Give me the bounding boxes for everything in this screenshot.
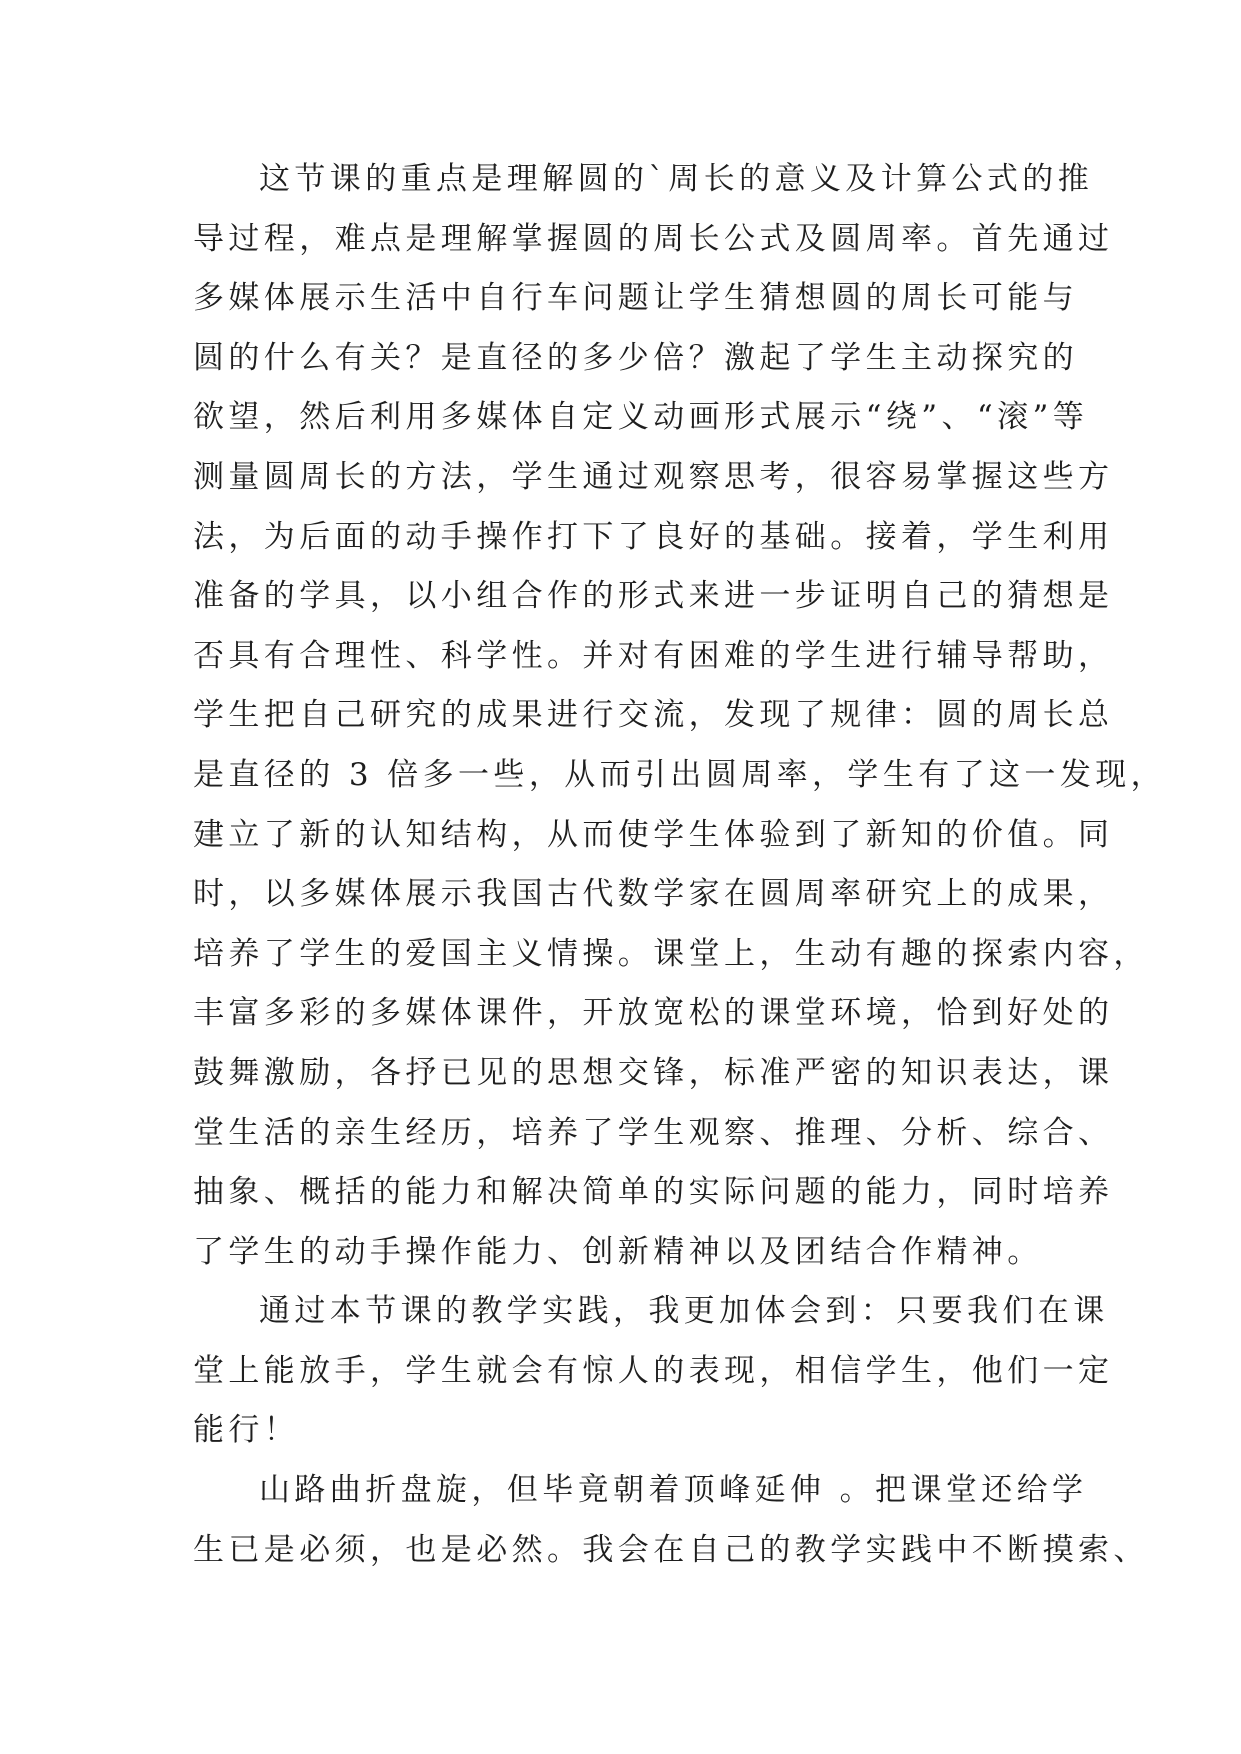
paragraph-1-line-8: 准备的学具，以小组合作的形式来进一步证明自己的猜想是: [193, 578, 1114, 615]
paragraph-1-line-11: 是直径的 3 倍多一些，从而引出圆周率，学生有了这一发现，: [193, 756, 1167, 793]
paragraph-1-line-10: 学生把自己研究的成果进行交流，发现了规律：圆的周长总: [193, 697, 1114, 734]
paragraph-1-line-13: 时，以多媒体展示我国古代数学家在圆周率研究上的成果，: [193, 876, 1114, 913]
paragraph-1-line-16: 鼓舞激励，各抒已见的思想交锋，标准严密的知识表达，课: [193, 1054, 1114, 1091]
paragraph-1-line-15: 丰富多彩的多媒体课件，开放宽松的课堂环境，恰到好处的: [193, 995, 1114, 1032]
paragraph-1-line-3: 多媒体展示生活中自行车问题让学生猜想圆的周长可能与: [193, 280, 1078, 317]
paragraph-1-line-18: 抽象、概括的能力和解决简单的实际问题的能力，同时培养: [193, 1174, 1114, 1211]
paragraph-1-line-4: 圆的什么有关？是直径的多少倍？激起了学生主动探究的: [193, 339, 1078, 376]
body-text: [193, 150, 1167, 1580]
paragraph-1-line-7: 法，为后面的动手操作打下了良好的基础。接着，学生利用: [193, 518, 1114, 555]
paragraph-2-line-2: 堂上能放手，学生就会有惊人的表现，相信学生，他们一定: [193, 1352, 1114, 1389]
paragraph-1-line-19: 了学生的动手操作能力、创新精神以及团结合作精神。: [193, 1233, 1043, 1270]
paragraph-2-line-3: 能行！: [193, 1412, 300, 1449]
paragraph-1-line-12: 建立了新的认知结构，从而使学生体验到了新知的价值。同: [193, 816, 1114, 853]
paragraph-1-line-2: 导过程，难点是理解掌握圆的周长公式及圆周率。首先通过: [193, 220, 1114, 257]
paragraph-3-line-2: 生已是必须，也是必然。我会在自己的教学实践中不断摸索、: [193, 1531, 1149, 1568]
paragraph-1-line-1: 这节课的重点是理解圆的`周长的意义及计算公式的推: [259, 161, 1094, 197]
paragraph-1-line-9: 否具有合理性、科学性。并对有困难的学生进行辅导帮助，: [193, 637, 1114, 674]
paragraph-2-line-1: 通过本节课的教学实践，我更加体会到：只要我们在课: [259, 1293, 1109, 1330]
paragraph-1-line-6: 测量圆周长的方法，学生通过观察思考，很容易掌握这些方: [193, 458, 1114, 495]
paragraph-1-line-5: 欲望，然后利用多媒体自定义动画形式展示“绕”、“滚”等: [193, 399, 1089, 436]
paragraph-3-line-1: 山路曲折盘旋，但毕竟朝着顶峰延伸 。把课堂还给学: [259, 1472, 1088, 1509]
paragraph-1-line-17: 堂生活的亲生经历，培养了学生观察、推理、分析、综合、: [193, 1114, 1114, 1151]
paragraph-1-line-14: 培养了学生的爱国主义情操。课堂上，生动有趣的探索内容，: [193, 935, 1149, 972]
